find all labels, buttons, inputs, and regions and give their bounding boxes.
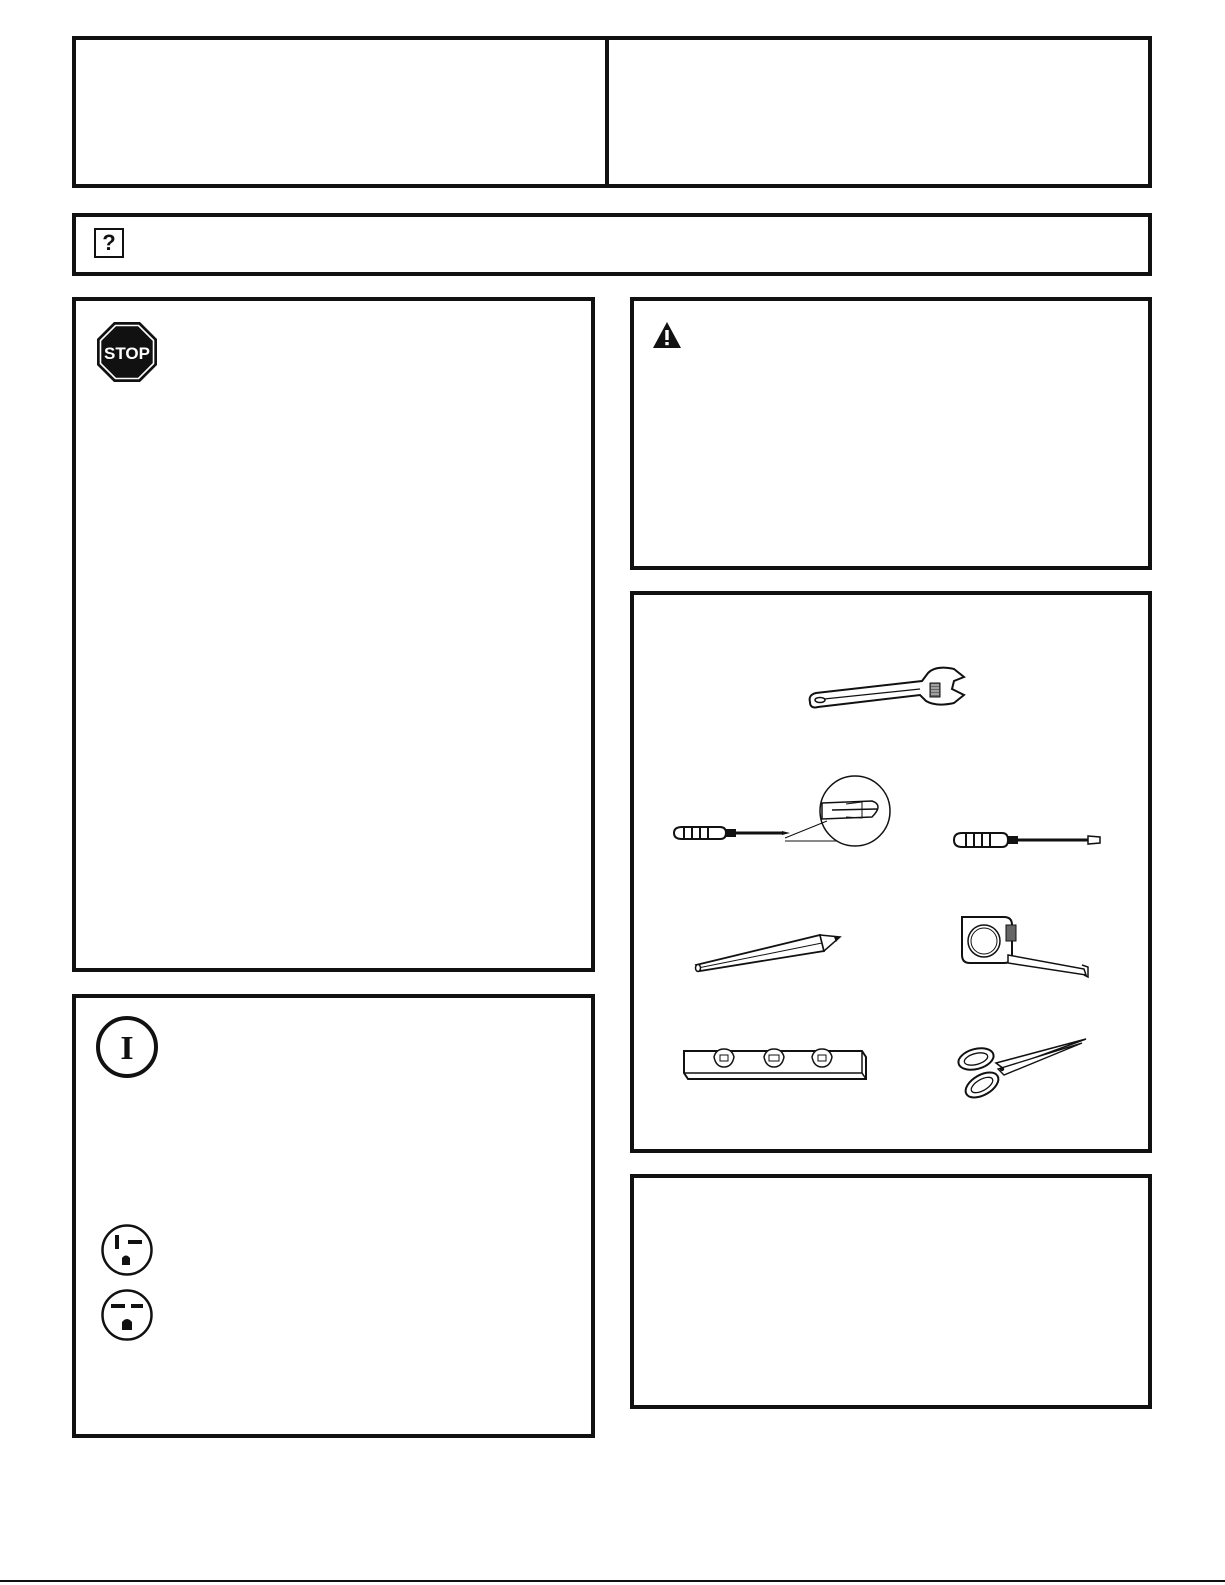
header-right-panel <box>605 36 1152 188</box>
outlet-120v-icon <box>100 1223 154 1277</box>
stop-sign-icon <box>96 321 158 383</box>
flat-screwdriver-icon <box>952 825 1112 855</box>
stop-sign-text: STOP <box>104 344 150 363</box>
question-mark-icon: ? <box>94 228 124 258</box>
important-info-text: I <box>120 1030 134 1067</box>
tape-measure-icon <box>956 911 1096 981</box>
tools-needed-panel <box>630 591 1152 1153</box>
info-panel <box>630 1174 1152 1409</box>
stop-notice-panel <box>72 297 595 972</box>
level-icon <box>680 1045 870 1085</box>
scissors-icon <box>952 1035 1092 1105</box>
help-bar <box>72 213 1152 276</box>
page-bottom-rule <box>0 1580 1225 1582</box>
header-left-panel <box>72 36 609 188</box>
warning-triangle-icon <box>652 321 682 349</box>
pencil-icon <box>692 925 852 975</box>
electrical-requirements-panel <box>72 994 595 1438</box>
phillips-screwdriver-icon <box>672 771 912 861</box>
warning-panel <box>630 297 1152 570</box>
outlet-240v-icon <box>100 1288 154 1342</box>
important-info-icon <box>96 1016 158 1078</box>
adjustable-wrench-icon <box>804 667 984 717</box>
